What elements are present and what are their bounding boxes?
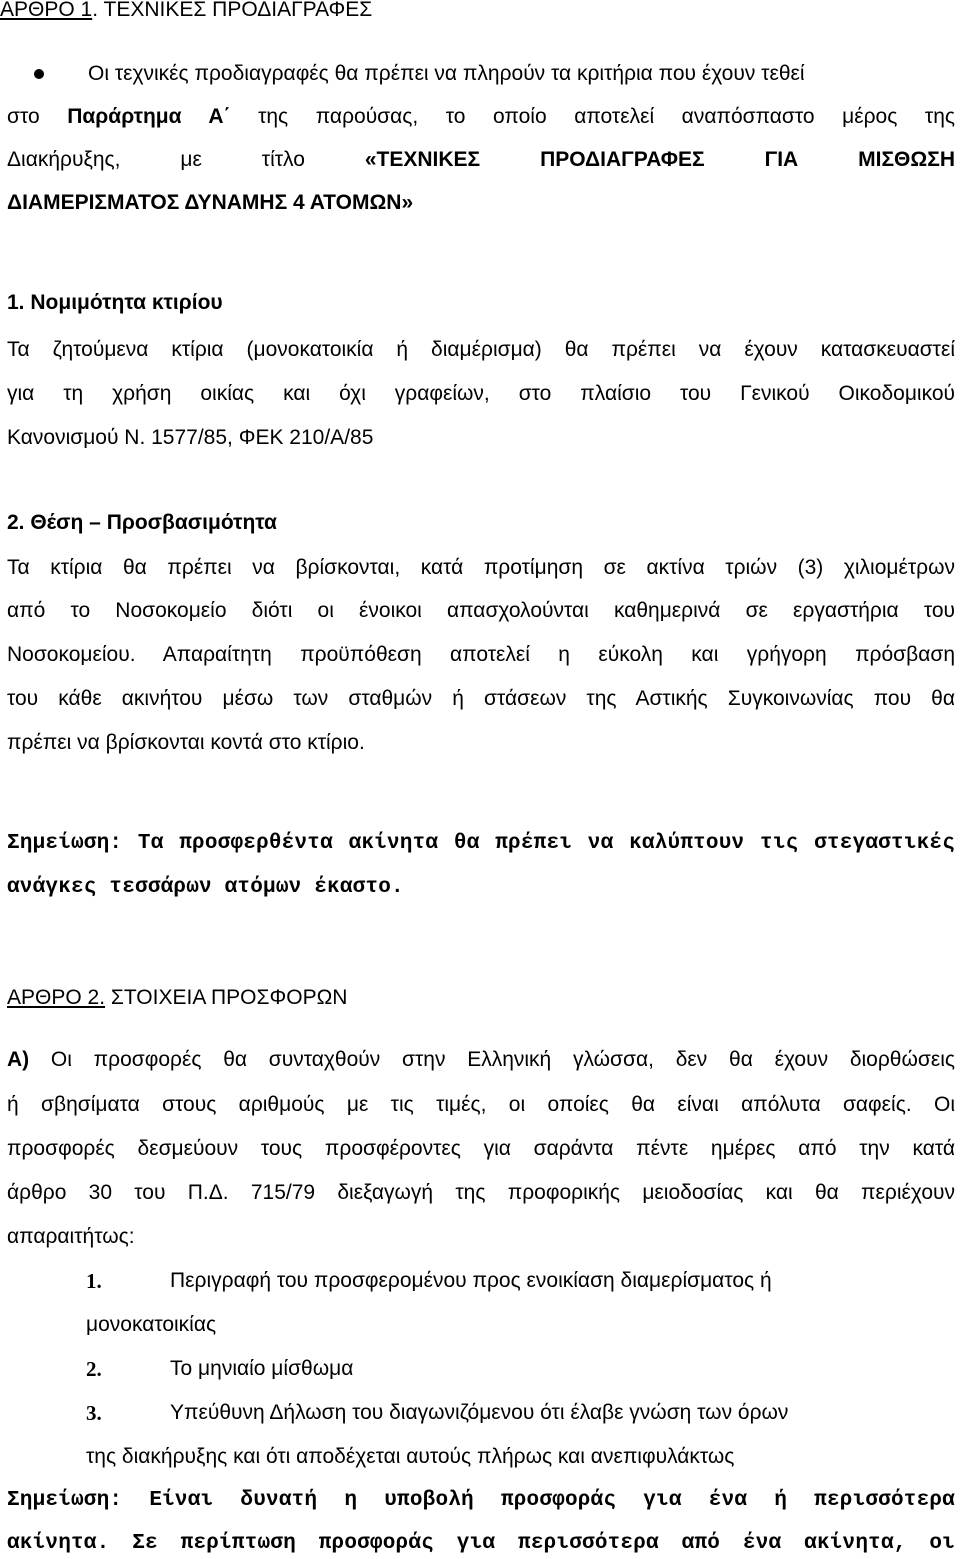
section-2-line-5: πρέπει να βρίσκονται κοντά στο κτίριο. xyxy=(7,731,365,754)
list-item-1-line-2: μονοκατοικίας xyxy=(86,1313,217,1336)
section-2-line-4: του κάθε ακινήτου μέσω των σταθμών ή στάσεων της Αστικής Συγκοινωνίας που θα xyxy=(7,687,955,710)
article-2-a-label: Α) xyxy=(7,1048,30,1071)
article-2-a-line-2: ή σβησίματα στους αριθμούς με τις τιμές, οι οποίες θα είναι απόλυτα σαφείς. Οι xyxy=(7,1093,955,1116)
document-title-part-2: ΔΙΑΜΕΡΙΣΜΑΤΟΣ ΔΥΝΑΜΗΣ 4 ΑΤΟΜΩΝ» xyxy=(7,191,414,214)
section-2-line-2: από το Νοσοκομείο διότι οι ένοικοι απασχολούνται καθημερινά σε εργαστήρια του xyxy=(7,599,955,622)
article-2-heading-title: ΣΤΟΙΧΕΙΑ ΠΡΟΣΦΟΡΩΝ xyxy=(105,986,348,1009)
article-1-heading-title: . ΤΕΧΝΙΚΕΣ ΠΡΟΔΙΑΓΡΑΦΕΣ xyxy=(92,0,373,21)
section-1-title: 1. Νομιμότητα κτιρίου xyxy=(7,291,223,314)
section-2-title: 2. Θέση – Προσβασιμότητα xyxy=(7,511,277,534)
article-2-a-line-5: απαραιτήτως: xyxy=(7,1225,135,1248)
bullet-line-1: Οι τεχνικές προδιαγραφές θα πρέπει να πληρούν τα κριτήρια που έχουν τεθεί xyxy=(88,62,805,85)
list-item-2-number: 2. xyxy=(86,1357,102,1381)
section-1-line-1: Τα ζητούμενα κτίρια (μονοκατοικία ή διαμέρισμα) θα πρέπει να έχουν κατασκευαστεί xyxy=(7,338,955,361)
list-item-1-number: 1. xyxy=(86,1269,102,1293)
article-1-heading-number: ΑΡΘΡΟ 1 xyxy=(0,0,93,21)
section-1-line-3: Κανονισμού Ν. 1577/85, ΦΕΚ 210/Α/85 xyxy=(7,426,374,449)
document-title-part-1: «ΤΕΧΝΙΚΕΣ ΠΡΟΔΙΑΓΡΑΦΕΣ ΓΙΑ ΜΙΣΘΩΣΗ xyxy=(364,148,955,171)
article-2-note-line-2: ακίνητα. Σε περίπτωση προσφοράς για περισσότερα από ένα ακίνητα, οι xyxy=(7,1532,955,1555)
bullet-line-2-a: στο xyxy=(7,105,68,128)
annex-a-reference: Παράρτημα Α΄ xyxy=(67,105,231,128)
article-1-note-line-1: Σημείωση: Τα προσφερθέντα ακίνητα θα πρέπει να καλύπτουν τις στεγαστικές xyxy=(7,832,955,855)
bullet-line-3-a: Διακήρυξης, με τίτλο xyxy=(7,148,365,171)
list-item-3-line-1: Υπεύθυνη Δήλωση του διαγωνιζόμενου ότι έλαβε γνώση των όρων xyxy=(170,1401,789,1424)
article-1-note-line-2: ανάγκες τεσσάρων ατόμων έκαστο. xyxy=(7,876,404,899)
bullet-line-2-c: της παρούσας, το οποίο αποτελεί αναπόσπαστο μέρος της xyxy=(230,105,956,128)
list-item-3-line-2: της διακήρυξης και ότι αποδέχεται αυτούς πλήρως και ανεπιφυλάκτως xyxy=(86,1445,735,1468)
article-2-a-line-3: προσφορές δεσμεύουν τους προσφέροντες για σαράντα πέντε ημέρες από την κατά xyxy=(7,1137,955,1160)
article-2-a-line-1-text: Οι προσφορές θα συνταχθούν στην Ελληνική γλώσσα, δεν θα έχουν διορθώσεις xyxy=(29,1048,955,1071)
article-2-a-line-1 xyxy=(7,1047,955,1073)
bullet-line-3 xyxy=(7,147,955,173)
article-1-heading xyxy=(0,0,372,23)
section-1-line-2: για τη χρήση οικίας και όχι γραφείων, στο πλαίσιο του Γενικού Οικοδομικού xyxy=(7,382,955,405)
article-2-note-line-1: Σημείωση: Είναι δυνατή η υποβολή προσφοράς για ένα ή περισσότερα xyxy=(7,1489,955,1512)
article-2-a-line-4: άρθρο 30 του Π.Δ. 715/79 διεξαγωγή της προφορικής μειοδοσίας και θα περιέχουν xyxy=(7,1181,955,1204)
bullet-line-2 xyxy=(7,104,955,130)
list-item-3-number: 3. xyxy=(86,1401,102,1425)
list-item-2-line-1: Το μηνιαίο μίσθωμα xyxy=(170,1357,354,1380)
section-2-line-1: Τα κτίρια θα πρέπει να βρίσκονται, κατά προτίμηση σε ακτίνα τριών (3) χιλιομέτρων xyxy=(7,556,955,579)
section-2-line-3: Νοσοκομείου. Απαραίτητη προϋπόθεση αποτελεί η εύκολη και γρήγορη πρόσβαση xyxy=(7,643,955,666)
article-2-heading-number: ΑΡΘΡΟ 2. xyxy=(7,986,106,1009)
list-item-1-line-1: Περιγραφή του προσφερομένου προς ενοικίαση διαμερίσματος ή xyxy=(170,1269,772,1292)
article-2-heading xyxy=(7,985,347,1011)
bullet-icon xyxy=(34,69,44,79)
